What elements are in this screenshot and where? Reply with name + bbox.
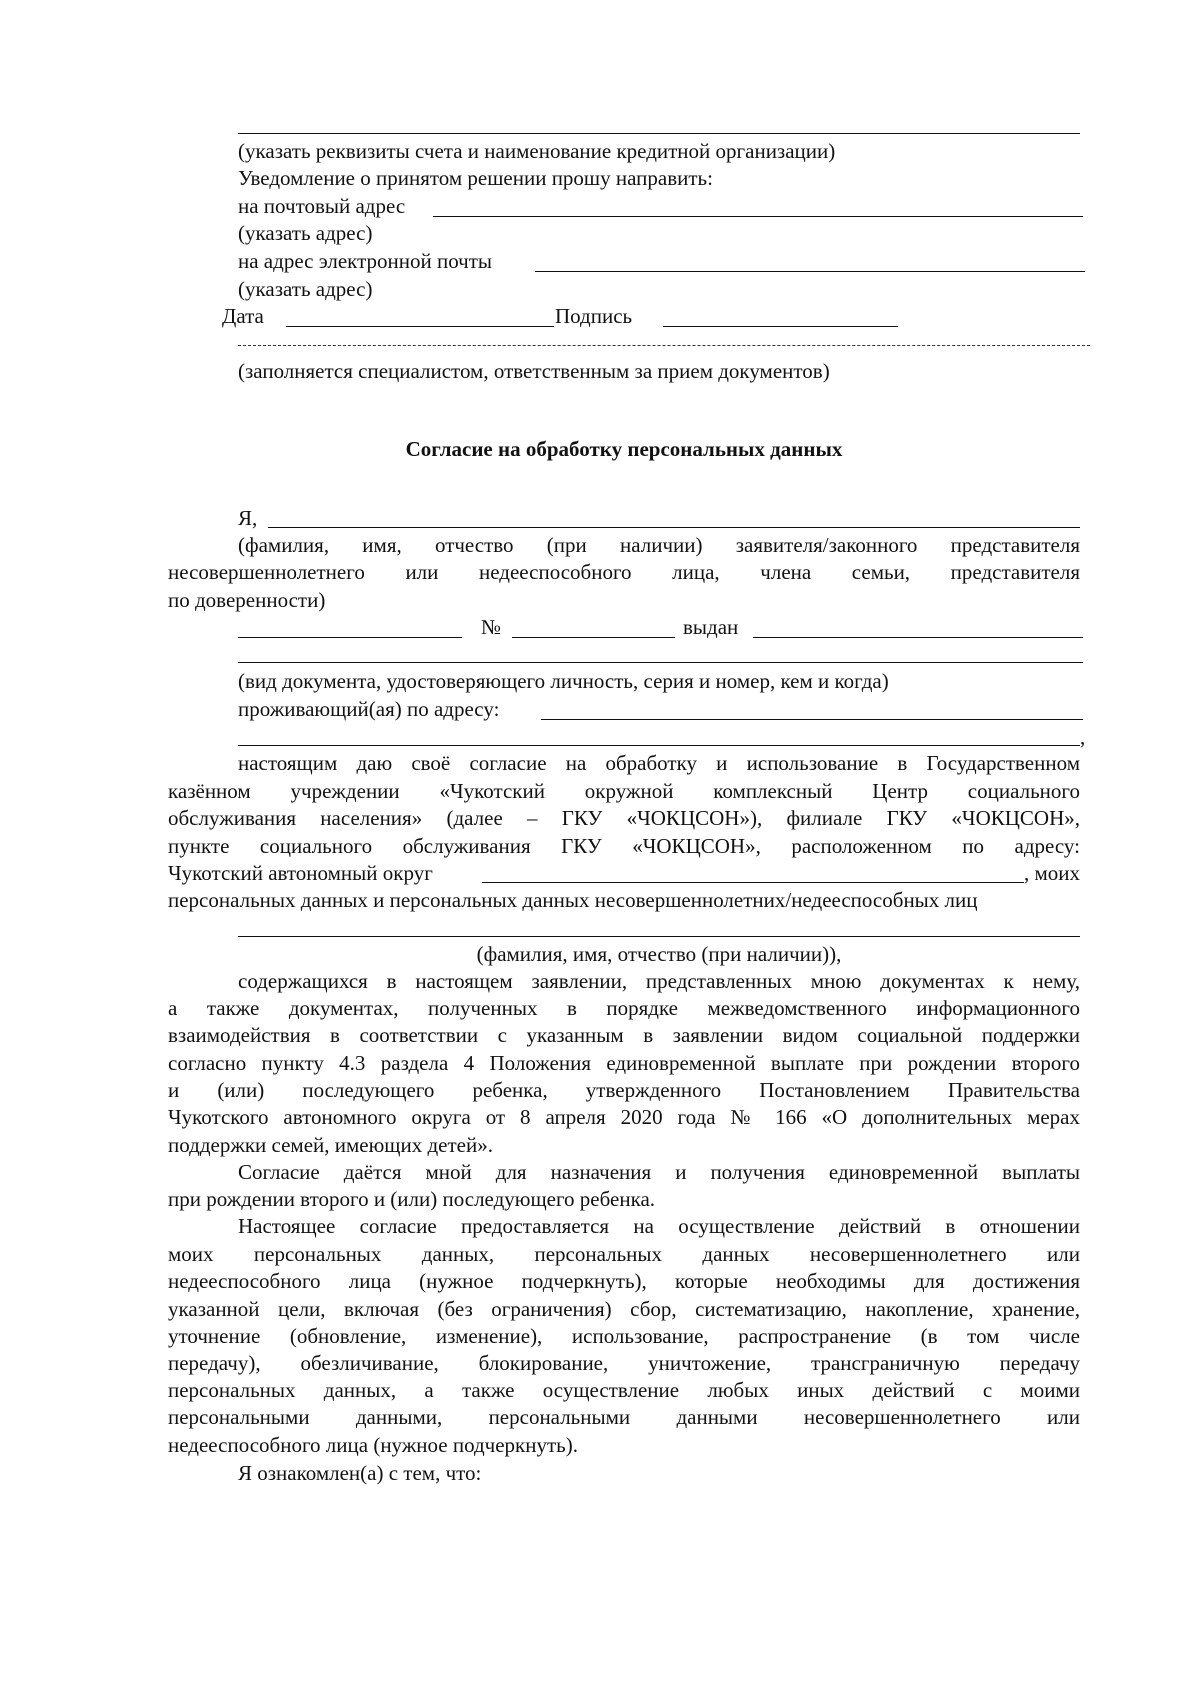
para4-line-7: персональных данных, а также осуществление любых иных действий с моими	[168, 1378, 1080, 1402]
para4-line-4: указанной цели, включая (без ограничения) сбор, систематизацию, накопление, хранение,	[168, 1297, 1080, 1321]
doc-number-field-line[interactable]	[512, 637, 675, 638]
account-hint: (указать реквизиты счета и наименование кредитной организации)	[238, 139, 836, 163]
okrug-address-field-line[interactable]	[482, 882, 1024, 883]
number-sign: №	[481, 615, 502, 639]
para4-line-5: уточнение (обновление, изменение), использование, распространение (в том числе	[168, 1324, 1080, 1348]
i-label: Я,	[238, 506, 258, 530]
date-label: Дата	[222, 304, 264, 328]
para4-line-3: недееспособного лица (нужное подчеркнуть), которые необходимы для достижения	[168, 1269, 1080, 1293]
para4-line-6: передачу), обезличивание, блокирование, уничтожение, трансграничную передачу	[168, 1351, 1080, 1375]
doc-hint: (вид документа, удостоверяющего личность, серия и номер, кем и когда)	[238, 669, 889, 693]
ack-line: Я ознакомлен(а) с тем, что:	[238, 1461, 482, 1485]
para2-line-3: взаимодействия в соответствии с указанным в заявлении видом социальной поддержки	[168, 1023, 1080, 1047]
moih-label: , моих	[1024, 861, 1081, 885]
signature-label: Подпись	[555, 304, 633, 328]
postal-label: на почтовый адрес	[238, 194, 406, 218]
email-label: на адрес электронной почты	[238, 249, 493, 273]
issued-field-line-2[interactable]	[238, 662, 1083, 663]
para4-last-line: недееспособного лица (нужное подчеркнуть).	[168, 1433, 578, 1457]
name-hint-line-2: несовершеннолетнего или недееспособного лица, члена семьи, представителя	[168, 560, 1080, 584]
consent-title: Согласие на обработку персональных данных	[405, 437, 843, 461]
dashed-separator	[238, 345, 1090, 346]
name-hint-line-3: по доверенности)	[168, 588, 326, 612]
residing-label: проживающий(ая) по адресу:	[238, 697, 500, 721]
para2-line-5: и (или) последующего ребенка, утвержденного Постановлением Правительства	[168, 1078, 1080, 1102]
para2-last-line: поддержки семей, имеющих детей».	[168, 1133, 493, 1157]
name-hint-line-1: (фамилия, имя, отчество (при наличии) заявителя/законного представителя	[238, 533, 1080, 557]
notify-line: Уведомление о принятом решении прошу направить:	[238, 166, 713, 190]
issued-label: выдан	[683, 615, 739, 639]
para4-line-1: Настоящее согласие предоставляется на осуществление действий в отношении	[238, 1214, 1080, 1238]
specialist-note: (заполняется специалистом, ответственным за прием документов)	[238, 359, 830, 383]
account-field-line[interactable]	[238, 133, 1080, 134]
para2-line-4: согласно пункту 4.3 раздела 4 Положения единовременной выплате при рождении второго	[168, 1051, 1080, 1075]
name-field-line[interactable]	[268, 527, 1080, 528]
postal-hint: (указать адрес)	[238, 221, 373, 245]
email-field-line[interactable]	[535, 271, 1085, 272]
signature-field-line[interactable]	[663, 326, 898, 327]
para1-last-line: персональных данных и персональных данных несовершеннолетних/недееспособных лиц	[168, 888, 978, 912]
para3-last-line: при рождении второго и (или) последующего ребенка.	[168, 1187, 656, 1211]
issued-field-line[interactable]	[753, 637, 1083, 638]
doc-type-field-line[interactable]	[238, 637, 462, 638]
residing-field-line[interactable]	[541, 719, 1083, 720]
okrug-label: Чукотский автономный округ	[168, 861, 433, 885]
para1-line-3: обслуживания населения» (далее – ГКУ «ЧОКЦСОН»), филиале ГКУ «ЧОКЦСОН»,	[168, 806, 1080, 830]
fio-hint: (фамилия, имя, отчество (при наличии)),	[476, 942, 842, 966]
para2-line-1: содержащихся в настоящем заявлении, представленных мною документах к нему,	[238, 969, 1080, 993]
email-hint: (указать адрес)	[238, 277, 373, 301]
para4-line-2: моих персональных данных, персональных данных несовершеннолетнего или	[168, 1242, 1080, 1266]
para3-line-1: Согласие даётся мной для назначения и получения единовременной выплаты	[238, 1160, 1080, 1184]
para4-line-8: персональными данными, персональными данными несовершеннолетнего или	[168, 1405, 1080, 1429]
date-field-line[interactable]	[286, 326, 554, 327]
para2-line-6: Чукотского автономного округа от 8 апреля 2020 года № 166 «О дополнительных мерах	[168, 1105, 1080, 1129]
postal-field-line[interactable]	[433, 216, 1083, 217]
minors-field-line[interactable]	[238, 936, 1080, 937]
para1-line-1: настоящим даю своё согласие на обработку и использование в Государственном	[238, 751, 1080, 775]
para2-line-2: а также документах, полученных в порядке межведомственного информационного	[168, 996, 1080, 1020]
residing-comma: ,	[1080, 725, 1086, 749]
residing-field-line-2[interactable]	[238, 745, 1080, 746]
para1-line-2: казённом учреждении «Чукотский окружной комплексный Центр социального	[168, 779, 1080, 803]
para1-line-4: пункте социального обслуживания ГКУ «ЧОКЦСОН», расположенном по адресу:	[168, 834, 1080, 858]
